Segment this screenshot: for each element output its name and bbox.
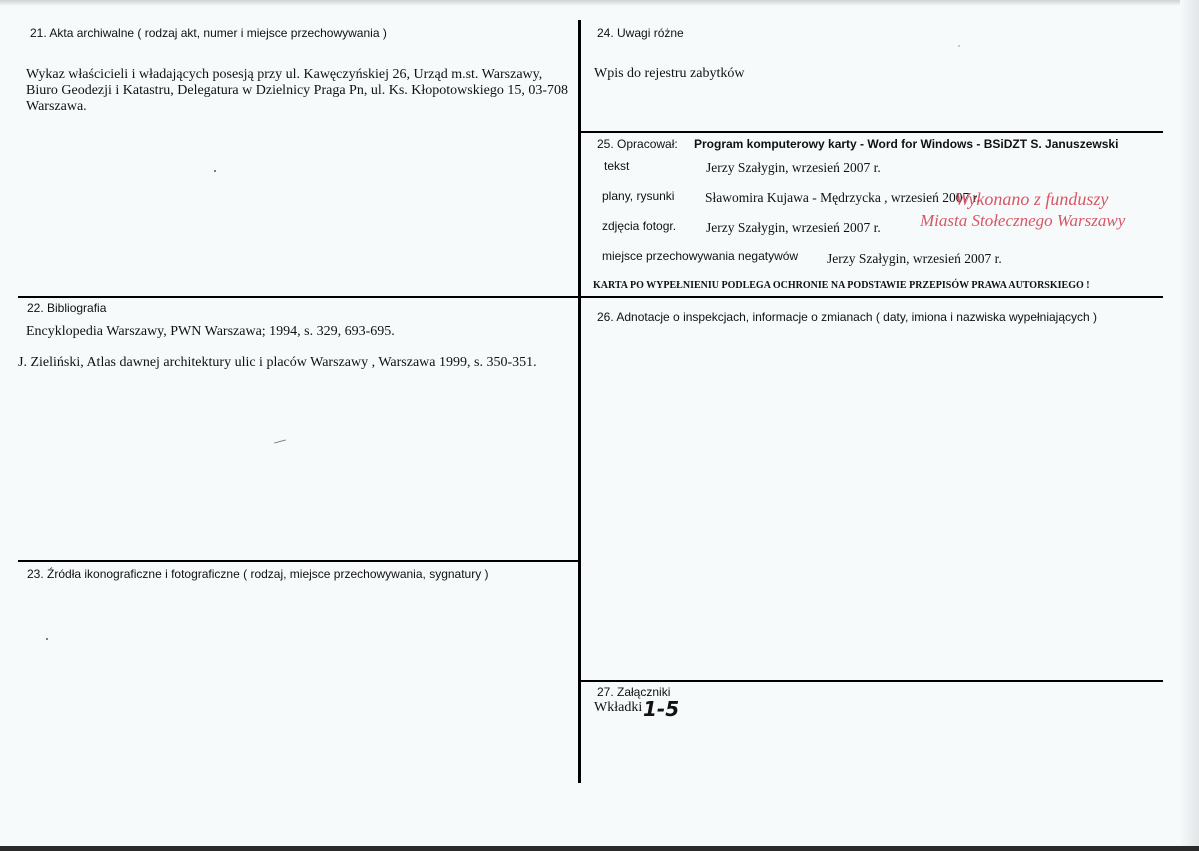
author-row-value-plans: Sławomira Kujawa - Mędrzycka , wrzesień 2007 r.: [705, 190, 980, 205]
attachments-handwritten-count: 1-5: [643, 697, 680, 721]
section-23-header: 23. Źródła ikonograficzne i fotograficzne ( rodzaj, miejsce przechowywania, sygnatury ): [27, 567, 489, 581]
author-row-value-text: Jerzy Szałygin, wrzesień 2007 r.: [706, 160, 881, 175]
divider-26-27: [580, 680, 1163, 682]
copyright-notice: KARTA PO WYPEŁNIENIU PODLEGA OCHRONIE NA PODSTAWIE PRZEPISÓW PRAWA AUTORSKIEGO !: [593, 280, 1090, 291]
funding-stamp-line-1: Wykonano z funduszy: [955, 189, 1109, 209]
scan-top-edge: [0, 0, 1199, 6]
section-27-header: 27. Załączniki: [597, 685, 671, 699]
author-row-label-plans: plany, rysunki: [602, 189, 675, 203]
scan-speck: [958, 45, 960, 47]
funding-stamp-line-2: Miasta Stołecznego Warszawy: [920, 211, 1126, 230]
section-25-program: Program komputerowy karty - Word for Windows - BSiDZT S. Januszewski: [694, 137, 1119, 151]
negatives-label: miejsce przechowywania negatywów: [602, 249, 799, 263]
divider-25-26: [580, 296, 1163, 298]
bibliography-entry-2: J. Zieliński, Atlas dawnej architektury ulic i placów Warszawy , Warszawa 1999, s. 350-351.: [18, 355, 537, 370]
scan-speck: [214, 170, 216, 172]
divider-24-25: [580, 131, 1163, 133]
scan-bottom-edge: [0, 846, 1199, 851]
section-24-text: Wpis do rejestru zabytków: [594, 66, 745, 81]
section-26-header: 26. Adnotacje o inspekcjach, informacje o zmianach ( daty, imiona i nazwiska wypełniających ): [597, 310, 1098, 324]
section-21-header: 21. Akta archiwalne ( rodzaj akt, numer i miejsce przechowywania ): [30, 26, 387, 40]
bibliography-entry-1: Encyklopedia Warszawy, PWN Warszawa; 1994, s. 329, 693-695.: [26, 324, 395, 339]
scan-speck: [46, 638, 48, 640]
section-21-text: [26, 67, 571, 115]
negatives-value: Jerzy Szałygin, wrzesień 2007 r.: [827, 251, 1002, 266]
section-24-header: 24. Uwagi różne: [597, 26, 684, 40]
section-21-line-1: Wykaz właścicieli i władających posesją przy ul. Kawęczyńskiej 26, Urząd m.st. Warszawy,: [26, 67, 543, 82]
section-21-line-2: Biuro Geodezji i Katastru, Delegatura w Dzielnicy Praga Pn, ul. Ks. Kłopotowskiego 15, 03-708: [26, 83, 569, 98]
author-row-value-photos: Jerzy Szałygin, wrzesień 2007 r.: [706, 220, 881, 235]
author-row-label-text: tekst: [604, 159, 630, 173]
divider-21-22: [18, 296, 579, 298]
scan-right-edge: [1180, 0, 1199, 851]
scan-mark: [274, 439, 286, 443]
section-25-header-label: 25. Opracował:: [597, 137, 678, 151]
center-divider: [578, 20, 581, 783]
section-21-line-3: Warszawa.: [26, 99, 87, 114]
author-row-label-photos: zdjęcia fotogr.: [602, 219, 677, 233]
section-22-header: 22. Bibliografia: [27, 301, 107, 315]
divider-22-23: [18, 560, 579, 562]
attachments-label: Wkładki: [594, 700, 643, 715]
